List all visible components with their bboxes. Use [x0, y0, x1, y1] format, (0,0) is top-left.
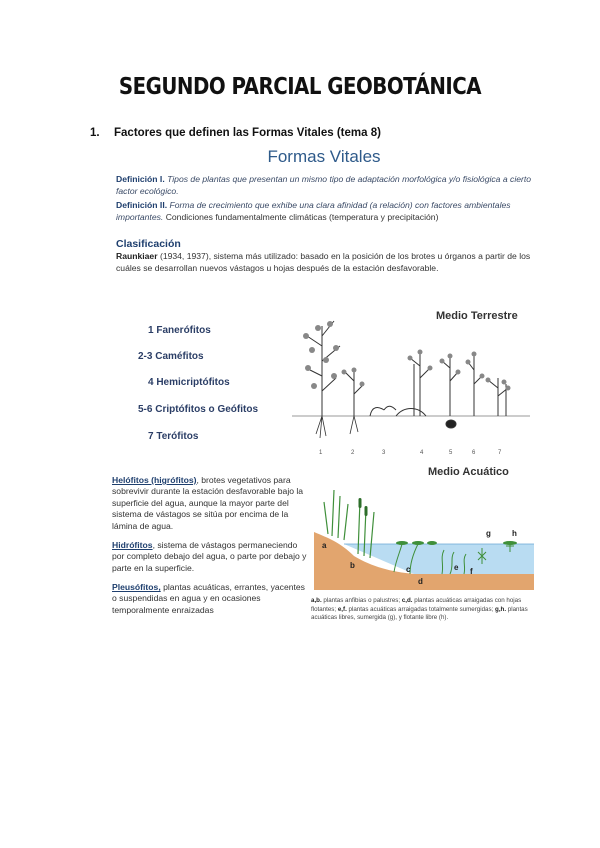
definition-2	[116, 200, 536, 223]
aquatic-type-pleusofitos	[112, 582, 310, 616]
life-form-2-3: 2-3 Caméfitos	[138, 351, 204, 362]
definition-normal-text: Condiciones fundamentalmente climáticas (temperatura y precipitación)	[165, 211, 439, 222]
caption-text: plantas acuáticas arraigadas con hojas flotantes;	[311, 597, 522, 613]
question-heading	[90, 127, 381, 139]
definition-label: Definición I.	[116, 174, 165, 184]
aquatic-type-description: , sistema de vástagos permaneciendo por completo debajo del agua, o parte por debajo y parte en la superficie.	[112, 540, 307, 573]
definition-label: Definición II.	[116, 200, 168, 210]
caption-label: a,b.	[311, 597, 322, 604]
life-form-7: 7 Terófitos	[148, 431, 199, 442]
aquatic-label-c: c	[406, 565, 411, 574]
classification-description: , sistema más utilizado: basado en la posición de los brotes u órganos a partir de los cuáles se desarrollan nuevos vástagos u hojas después de la estación desfavorable.	[116, 251, 531, 273]
terrestrial-number-4: 4	[420, 450, 424, 456]
aquatic-type-helofitos	[112, 475, 310, 532]
aquatic-label-f: f	[470, 567, 473, 576]
terrestrial-life-forms-illustration	[292, 306, 534, 458]
life-form-4: 4 Hemicriptófitos	[148, 377, 230, 388]
aquatic-label-a: a	[322, 541, 327, 550]
aquatic-label-b: b	[350, 561, 355, 570]
terrestrial-number-1: 1	[319, 450, 323, 456]
caption-text: plantas acuáticas arraigadas totalmente sumergidas;	[346, 605, 496, 613]
caption-text: plantas acuáticas libres, sumergida (g), y flotante libre (h).	[311, 605, 528, 622]
caption-label: e,f.	[337, 605, 347, 613]
aquatic-type-term: Pleusófitos,	[112, 582, 161, 592]
caption-label: g,h.	[495, 605, 507, 613]
aquatic-life-forms-illustration	[314, 482, 534, 590]
aquatic-type-hidrofitos	[112, 540, 310, 574]
caption-text: plantas anfibias o palustres;	[321, 597, 402, 604]
aquatic-label-g: g	[486, 529, 491, 538]
terrestrial-number-6: 6	[472, 450, 476, 456]
aquatic-figure-title: Medio Acuático	[428, 466, 509, 478]
question-number: 1.	[90, 127, 100, 139]
aquatic-type-term: Helófitos (higrófitos)	[112, 475, 197, 485]
author-years: (1934, 1937)	[159, 251, 209, 261]
classification-text	[116, 251, 536, 274]
caption-label: c,d.	[401, 597, 413, 604]
definition-italic-text: Forma de crecimiento que exhibe una clara afinidad (a relación) con factores ambientales importantes.	[116, 200, 511, 222]
aquatic-type-term: Hidrófitos	[112, 540, 153, 550]
definition-italic-text: Tipos de plantas que presentan un mismo tipo de adaptación morfológica y/o fisiológica a cierto factor ecológico.	[116, 174, 532, 196]
terrestrial-number-7: 7	[498, 450, 502, 456]
document-title: SEGUNDO PARCIAL GEOBOTÁNICA	[118, 74, 482, 100]
section-title: Formas Vitales	[267, 147, 381, 166]
terrestrial-number-3: 3	[382, 450, 386, 456]
author-name: Raunkiaer	[116, 251, 158, 261]
aquatic-label-h: h	[512, 529, 517, 538]
definition-1	[116, 174, 536, 197]
aquatic-label-e: e	[454, 563, 459, 572]
life-form-1: 1 Fanerófitos	[148, 325, 211, 336]
terrestrial-figure-title: Medio Terrestre	[436, 310, 518, 322]
aquatic-type-description: , brotes vegetativos para sobrevivir durante la estación desfavorable bajo la superficie del agua, aunque la mayor parte del sistema de vástagos se sitúa por encima de la lámina de agua.	[112, 475, 304, 531]
terrestrial-number-2: 2	[351, 450, 355, 456]
aquatic-label-d: d	[418, 577, 423, 586]
question-text: Factores que definen las Formas Vitales (tema 8)	[114, 127, 381, 139]
aquatic-figure-caption	[311, 597, 531, 623]
terrestrial-number-5: 5	[449, 450, 453, 456]
aquatic-type-description: plantas acuáticas, errantes, yacentes o suspendidas en agua y en ocasiones temporalmente enraizadas	[112, 582, 305, 615]
life-form-5-6: 5-6 Criptófitos o Geófitos	[138, 404, 258, 415]
classification-heading: Clasificación	[116, 238, 181, 250]
